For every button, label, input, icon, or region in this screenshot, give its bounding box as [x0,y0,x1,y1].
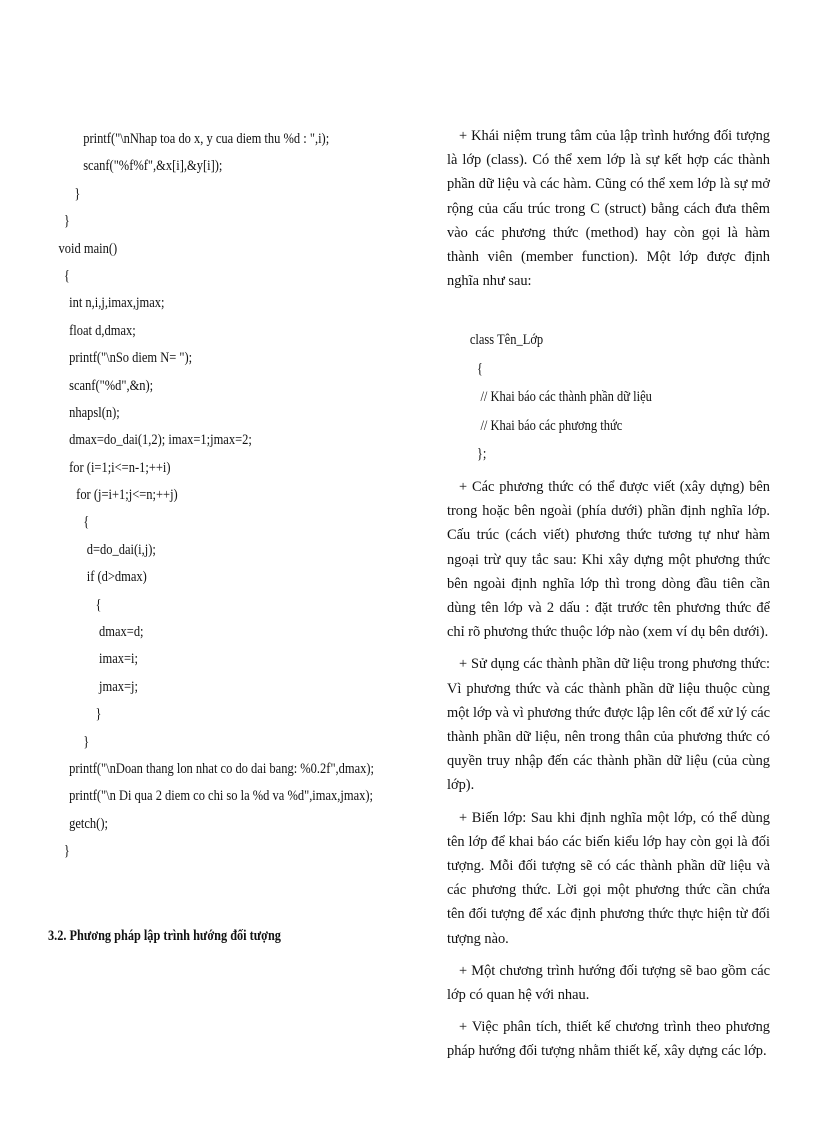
code-line: dmax=do_dai(1,2); imax=1;jmax=2; [69,432,252,449]
code-line: for (j=i+1;j<=n;++j) [76,487,178,504]
paragraph-class-variables: + Biến lớp: Sau khi định nghĩa một lớp, có thể dùng tên lớp để khai báo các biến kiểu lớp hay còn gọi là đối tượng. Mỗi đối tượng sẽ có các thành phần dữ liệu và các phương thức. Lời gọi một phương thức cần chứa tên đối tượng để xác định phương thức thực hiện từ đối tượng nào. [447,809,770,947]
code-line: { [83,514,90,531]
code-line: d=do_dai(i,j); [86,541,156,558]
code-line: printf("\nDoan thang lon nhat co do dai bang: %0.2f",dmax); [69,760,375,777]
paragraph-program-structure: + Một chương trình hướng đối tượng sẽ bao gồm các lớp có quan hệ với nhau. [447,962,770,1003]
class-definition-block [447,326,770,469]
paragraph-methods: + Các phương thức có thể được viết (xây dựng) bên trong hoặc bên ngoài (phía dưới) phần định nghĩa lớp. Cấu trúc (cách viết) phương thức tương tự như hàm ngoại trừ quy tắc sau: Khi xây dựng một phương thức bên ngoài định nghĩa lớp thì trong dòng đầu tiên cần dùng tên lớp và 2 dấu : đặt trước tên phương thức để chỉ rõ phương thức thuộc lớp nào (xem ví dụ bên dưới). [447,478,770,641]
class-definition-line: class Tên_Lớp [469,332,544,349]
code-line: } [74,185,81,202]
code-line: dmax=d; [99,624,144,641]
code-line: int n,i,j,imax,jmax; [69,295,165,312]
right-column [447,124,770,1072]
code-line: printf("\n Di qua 2 diem co chi so la %d va %d",imax,jmax); [69,788,373,805]
class-definition-line: }; [476,446,487,463]
code-line: jmax=j; [99,678,138,695]
code-line: } [95,706,102,723]
code-line: scanf("%f%f",&x[i],&y[i]); [83,158,223,175]
code-line: } [63,843,70,860]
code-listing [48,126,388,866]
code-line: { [95,596,102,613]
paragraph-analysis-design: + Việc phân tích, thiết kế chương trình theo phương pháp hướng đối tượng nhằm thiết kế, xây dựng các lớp. [447,1019,770,1060]
code-line: nhapsl(n); [69,404,120,421]
section-heading: 3.2. Phương pháp lập trình hướng đối tượng [48,928,281,944]
code-line: getch(); [69,815,108,832]
class-definition-line: // Khai báo các thành phần dữ liệu [480,389,652,406]
code-line: { [63,267,70,284]
code-line: for (i=1;i<=n-1;++i) [69,459,171,476]
code-line: scanf("%d",&n); [69,377,154,394]
code-line: } [63,213,70,230]
paragraph-class-concept: + Khái niệm trung tâm của lập trình hướng đối tượng là lớp (class). Có thể xem lớp là sự kết hợp các thành phần dữ liệu và các hàm. Cũng có thể xem lớp là sự mở rộng của cấu trúc trong C (struct) bằng cách đưa thêm vào các phương thức (method) hay còn gọi là hàm thành viên (member function). Một lớp được định nghĩa như sau: [447,128,770,290]
code-line: void main() [58,240,118,257]
code-line: float d,dmax; [69,322,136,339]
code-line: printf("\nSo diem N= "); [69,350,193,367]
class-definition-line: { [476,360,483,377]
paragraph-data-members: + Sử dụng các thành phần dữ liệu trong phương thức: Vì phương thức và các thành phần dữ liệu thuộc cùng một lớp và vì phương thức được lập lên cốt để xử lý các thành phần dữ liệu, nên trong thân của phương thức có quyền truy nhập đến các thành phần dữ liệu (của cùng lớp). [447,656,770,794]
code-line: if (d>dmax) [86,569,147,586]
code-line: } [83,733,90,750]
code-line: imax=i; [99,651,138,668]
code-line: printf("\nNhap toa do x, y cua diem thu %d : ",i); [83,131,330,147]
class-definition-line: // Khai báo các phương thức [480,417,623,434]
